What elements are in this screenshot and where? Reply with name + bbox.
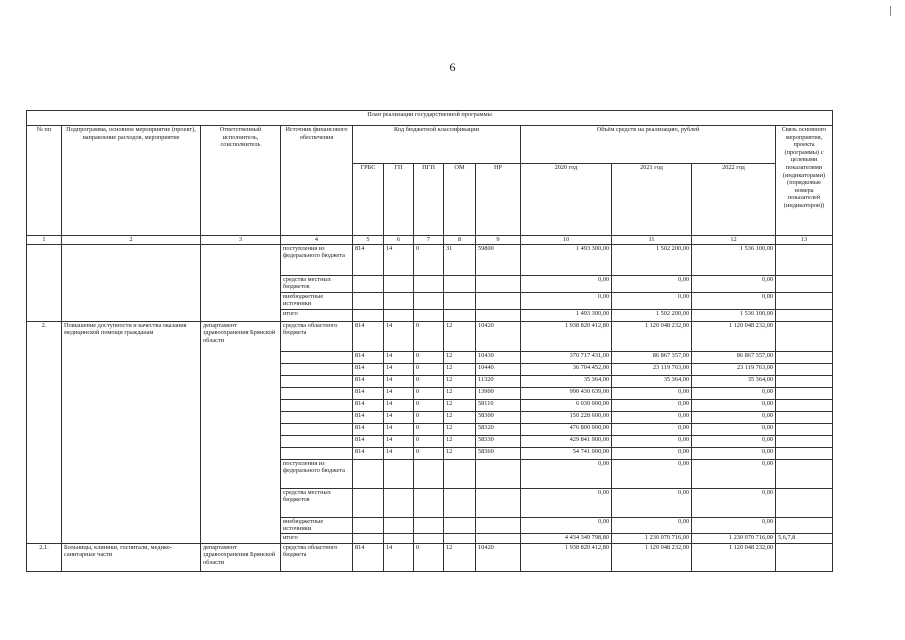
gp-cell: 14	[384, 411, 414, 423]
grbs-cell: 814	[353, 543, 384, 571]
nr-cell: 58300	[476, 411, 521, 423]
header-year-2021: 2021 год	[612, 164, 692, 236]
source-cell	[281, 399, 353, 411]
executor-cell: департамент здравоохранения Брянской области	[201, 321, 281, 543]
nr-cell: 10420	[476, 321, 521, 351]
amount-2021-cell: 23 119 763,00	[612, 363, 692, 375]
grbs-cell: 814	[353, 363, 384, 375]
om-cell	[444, 517, 476, 533]
source-cell	[281, 375, 353, 387]
grbs-cell: 814	[353, 244, 384, 275]
amount-2022-cell: 0,00	[692, 435, 776, 447]
amount-2021-cell: 1 120 048 232,00	[612, 321, 692, 351]
amount-2021-cell: 0,00	[612, 459, 692, 488]
om-cell: 12	[444, 321, 476, 351]
pgp-cell	[414, 488, 444, 517]
om-cell: 12	[444, 375, 476, 387]
grbs-cell: 814	[353, 411, 384, 423]
column-number: 12	[692, 236, 776, 245]
amount-2022-cell: 0,00	[692, 423, 776, 435]
column-number: 9	[476, 236, 521, 245]
table-row	[27, 244, 833, 275]
amount-2022-cell: 0,00	[692, 459, 776, 488]
om-cell	[444, 309, 476, 321]
pgp-cell: 0	[414, 375, 444, 387]
indicator-link-cell	[776, 488, 833, 517]
header-grbs: ГРБС	[353, 164, 384, 236]
gp-cell: 14	[384, 543, 414, 571]
column-number: 7	[414, 236, 444, 245]
amount-2020-cell: 1 938 820 412,80	[521, 543, 612, 571]
column-number: 6	[384, 236, 414, 245]
indicator-link-cell	[776, 423, 833, 435]
gp-cell: 14	[384, 321, 414, 351]
header-no: № пп	[27, 126, 62, 236]
om-cell	[444, 488, 476, 517]
nr-cell: 58110	[476, 399, 521, 411]
nr-cell	[476, 309, 521, 321]
column-number: 1	[27, 236, 62, 245]
column-number: 3	[201, 236, 281, 245]
gp-cell	[384, 275, 414, 292]
source-cell: внебюджетные источники	[281, 517, 353, 533]
amount-2022-cell: 1 120 048 232,00	[692, 543, 776, 571]
amount-2020-cell: 35 364,00	[521, 375, 612, 387]
amount-2022-cell: 0,00	[692, 447, 776, 459]
nr-cell	[476, 533, 521, 543]
source-cell	[281, 447, 353, 459]
amount-2022-cell: 0,00	[692, 387, 776, 399]
nr-cell: 10440	[476, 363, 521, 375]
column-number: 10	[521, 236, 612, 245]
gp-cell: 14	[384, 435, 414, 447]
gp-cell: 14	[384, 447, 414, 459]
amount-2022-cell: 1 536 100,00	[692, 309, 776, 321]
indicator-link-cell	[776, 435, 833, 447]
amount-2022-cell: 35 364,00	[692, 375, 776, 387]
amount-2021-cell: 0,00	[612, 399, 692, 411]
pgp-cell: 0	[414, 399, 444, 411]
grbs-cell: 814	[353, 321, 384, 351]
om-cell	[444, 292, 476, 309]
amount-2021-cell: 1 230 070 716,00	[612, 533, 692, 543]
amount-2021-cell: 35 364,00	[612, 375, 692, 387]
amount-2020-cell: 1 938 820 412,80	[521, 321, 612, 351]
source-cell: итого	[281, 533, 353, 543]
source-cell	[281, 387, 353, 399]
executor-cell: департамент здравоохранения Брянской области	[201, 543, 281, 571]
pgp-cell: 0	[414, 244, 444, 275]
amount-2022-cell: 0,00	[692, 399, 776, 411]
amount-2020-cell: 370 717 431,00	[521, 351, 612, 363]
om-cell: 31	[444, 244, 476, 275]
amount-2022-cell: 0,00	[692, 292, 776, 309]
gp-cell: 14	[384, 423, 414, 435]
amount-2022-cell: 23 119 763,00	[692, 363, 776, 375]
pgp-cell: 0	[414, 423, 444, 435]
gp-cell	[384, 517, 414, 533]
nr-cell: 10420	[476, 543, 521, 571]
column-number: 11	[612, 236, 692, 245]
table-row	[27, 321, 833, 351]
amount-2022-cell: 86 867 357,00	[692, 351, 776, 363]
amount-2021-cell: 0,00	[612, 447, 692, 459]
header-link: Связь основного мероприятия, проекта (программы) с целевыми показателями (индикаторами) (порядковые номера показателей (индикаторов))	[776, 126, 833, 236]
source-cell: поступления из федерального бюджета	[281, 459, 353, 488]
source-cell	[281, 423, 353, 435]
om-cell: 12	[444, 411, 476, 423]
pgp-cell	[414, 533, 444, 543]
nr-cell: 59800	[476, 244, 521, 275]
nr-cell: 58320	[476, 423, 521, 435]
amount-2021-cell: 0,00	[612, 387, 692, 399]
header-volume: Объём средств на реализацию, рублей	[521, 126, 776, 164]
pgp-cell: 0	[414, 543, 444, 571]
gp-cell: 14	[384, 399, 414, 411]
pgp-cell: 0	[414, 447, 444, 459]
gp-cell: 14	[384, 351, 414, 363]
header-year-2022: 2022 год	[692, 164, 776, 236]
pgp-cell: 0	[414, 363, 444, 375]
amount-2021-cell: 86 867 357,00	[612, 351, 692, 363]
grbs-cell: 814	[353, 387, 384, 399]
indicator-link-cell	[776, 375, 833, 387]
grbs-cell	[353, 459, 384, 488]
nr-cell	[476, 488, 521, 517]
header-om: ОМ	[444, 164, 476, 236]
row-number-cell: 2.	[27, 321, 62, 543]
column-number: 5	[353, 236, 384, 245]
amount-2020-cell: 1 493 300,00	[521, 309, 612, 321]
amount-2020-cell: 54 741 000,00	[521, 447, 612, 459]
amount-2021-cell: 1 502 200,00	[612, 244, 692, 275]
source-cell: средства местных бюджетов	[281, 488, 353, 517]
pgp-cell: 0	[414, 351, 444, 363]
gp-cell: 14	[384, 387, 414, 399]
amount-2022-cell: 1 230 070 716,00	[692, 533, 776, 543]
amount-2020-cell: 476 800 000,00	[521, 423, 612, 435]
table-row	[27, 543, 833, 571]
amount-2020-cell: 429 841 900,00	[521, 435, 612, 447]
om-cell: 12	[444, 543, 476, 571]
amount-2021-cell: 0,00	[612, 435, 692, 447]
indicator-link-cell	[776, 363, 833, 375]
amount-2020-cell: 6 030 000,00	[521, 399, 612, 411]
grbs-cell: 814	[353, 399, 384, 411]
column-number: 13	[776, 236, 833, 245]
amount-2022-cell: 0,00	[692, 275, 776, 292]
gp-cell: 14	[384, 363, 414, 375]
amount-2021-cell: 0,00	[612, 423, 692, 435]
grbs-cell	[353, 533, 384, 543]
pgp-cell: 0	[414, 411, 444, 423]
source-cell: итого	[281, 309, 353, 321]
pgp-cell: 0	[414, 435, 444, 447]
gp-cell	[384, 309, 414, 321]
source-cell	[281, 435, 353, 447]
row-number-cell: 2.1.	[27, 543, 62, 571]
amount-2022-cell: 0,00	[692, 517, 776, 533]
indicator-link-cell	[776, 411, 833, 423]
amount-2020-cell: 0,00	[521, 292, 612, 309]
grbs-cell: 814	[353, 435, 384, 447]
indicator-link-cell: 5,6,7,8	[776, 533, 833, 543]
amount-2020-cell: 4 434 349 798,80	[521, 533, 612, 543]
pgp-cell	[414, 517, 444, 533]
om-cell	[444, 459, 476, 488]
page-number: 6	[449, 60, 456, 74]
header-source: Источник финансового обеспечения	[281, 126, 353, 236]
amount-2020-cell: 0,00	[521, 488, 612, 517]
indicator-link-cell	[776, 447, 833, 459]
grbs-cell: 814	[353, 423, 384, 435]
grbs-cell	[353, 488, 384, 517]
header-kbk: Код бюджетной классификации	[353, 126, 521, 164]
amount-2021-cell: 0,00	[612, 275, 692, 292]
indicator-link-cell	[776, 399, 833, 411]
amount-2020-cell: 990 430 639,00	[521, 387, 612, 399]
gp-cell	[384, 533, 414, 543]
column-number-row	[27, 236, 833, 245]
column-number: 4	[281, 236, 353, 245]
indicator-link-cell	[776, 275, 833, 292]
source-cell	[281, 351, 353, 363]
subprogram-cell	[62, 244, 201, 321]
nr-cell: 58360	[476, 447, 521, 459]
amount-2020-cell: 1 493 300,00	[521, 244, 612, 275]
gp-cell	[384, 292, 414, 309]
amount-2021-cell: 1 120 048 232,00	[612, 543, 692, 571]
om-cell: 12	[444, 423, 476, 435]
gp-cell	[384, 459, 414, 488]
grbs-cell: 814	[353, 447, 384, 459]
grbs-cell	[353, 309, 384, 321]
nr-cell	[476, 275, 521, 292]
amount-2020-cell: 0,00	[521, 517, 612, 533]
amount-2022-cell: 1 120 048 232,00	[692, 321, 776, 351]
amount-2021-cell: 0,00	[612, 517, 692, 533]
om-cell: 12	[444, 399, 476, 411]
nr-cell: 11320	[476, 375, 521, 387]
header-nr: НР	[476, 164, 521, 236]
grbs-cell	[353, 292, 384, 309]
om-cell	[444, 275, 476, 292]
amount-2021-cell: 1 502 200,00	[612, 309, 692, 321]
grbs-cell	[353, 275, 384, 292]
program-plan-table	[26, 110, 833, 572]
om-cell: 12	[444, 351, 476, 363]
grbs-cell: 814	[353, 375, 384, 387]
amount-2022-cell: 0,00	[692, 488, 776, 517]
column-number: 2	[62, 236, 201, 245]
grbs-cell: 814	[353, 351, 384, 363]
nr-cell	[476, 517, 521, 533]
amount-2020-cell: 0,00	[521, 275, 612, 292]
om-cell: 12	[444, 363, 476, 375]
row-number-cell	[27, 244, 62, 321]
source-cell: поступления из федерального бюджета	[281, 244, 353, 275]
om-cell: 12	[444, 447, 476, 459]
nr-cell: 10430	[476, 351, 521, 363]
source-cell: средства областного бюджета	[281, 321, 353, 351]
header-executor: Ответственный исполнитель, соисполнитель	[201, 126, 281, 236]
source-cell: средства местных бюджетов	[281, 275, 353, 292]
nr-cell	[476, 459, 521, 488]
pgp-cell: 0	[414, 321, 444, 351]
pgp-cell: 0	[414, 387, 444, 399]
indicator-link-cell	[776, 321, 833, 351]
header-pgp: ПГП	[414, 164, 444, 236]
indicator-link-cell	[776, 351, 833, 363]
om-cell	[444, 533, 476, 543]
source-cell	[281, 363, 353, 375]
header-gp: ГП	[384, 164, 414, 236]
indicator-link-cell	[776, 292, 833, 309]
source-cell: внебюджетные источники	[281, 292, 353, 309]
amount-2022-cell: 1 536 100,00	[692, 244, 776, 275]
amount-2020-cell: 36 704 452,00	[521, 363, 612, 375]
pgp-cell	[414, 275, 444, 292]
amount-2021-cell: 0,00	[612, 292, 692, 309]
subprogram-name-cell: Повышение доступности и качества оказания медицинской помощи гражданам	[62, 321, 201, 543]
amount-2022-cell: 0,00	[692, 411, 776, 423]
scan-edge-mark	[890, 6, 891, 16]
gp-cell: 14	[384, 244, 414, 275]
column-number: 8	[444, 236, 476, 245]
header-subprogram: Подпрограмма, основное мероприятие (проект), направление расходов, мероприятие	[62, 126, 201, 236]
source-cell	[281, 411, 353, 423]
nr-cell: 58330	[476, 435, 521, 447]
amount-2020-cell: 150 228 600,00	[521, 411, 612, 423]
source-cell: средства областного бюджета	[281, 543, 353, 571]
amount-2021-cell: 0,00	[612, 411, 692, 423]
indicator-link-cell	[776, 517, 833, 533]
amount-2020-cell: 0,00	[521, 459, 612, 488]
indicator-link-cell	[776, 244, 833, 275]
nr-cell	[476, 292, 521, 309]
header-year-2020: 2020 год	[521, 164, 612, 236]
gp-cell	[384, 488, 414, 517]
subprogram-name-cell: Больницы, клиники, госпитали, медико-санитарные части	[62, 543, 201, 571]
pgp-cell	[414, 459, 444, 488]
om-cell: 12	[444, 387, 476, 399]
indicator-link-cell	[776, 387, 833, 399]
indicator-link-cell	[776, 459, 833, 488]
executor-cell	[201, 244, 281, 321]
nr-cell: 13900	[476, 387, 521, 399]
om-cell: 12	[444, 435, 476, 447]
indicator-link-cell	[776, 543, 833, 571]
indicator-link-cell	[776, 309, 833, 321]
pgp-cell	[414, 292, 444, 309]
gp-cell: 14	[384, 375, 414, 387]
pgp-cell	[414, 309, 444, 321]
amount-2021-cell: 0,00	[612, 488, 692, 517]
grbs-cell	[353, 517, 384, 533]
table-title: План реализации государственной программы	[27, 111, 833, 126]
